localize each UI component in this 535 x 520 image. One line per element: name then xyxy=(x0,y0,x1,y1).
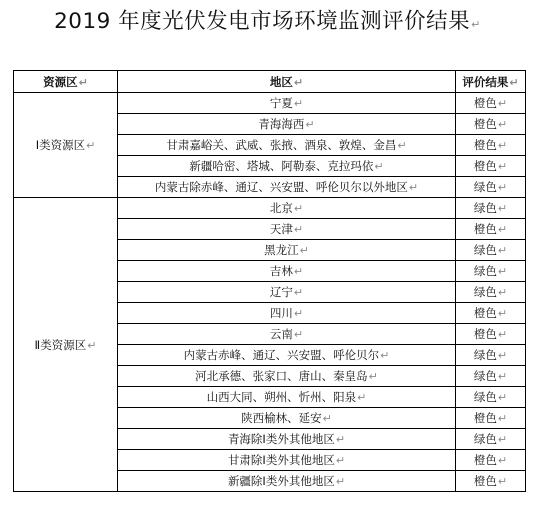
return-mark: ↵ xyxy=(497,370,508,383)
return-mark: ↵ xyxy=(497,349,508,362)
return-mark: ↵ xyxy=(368,370,378,383)
return-mark: ↵ xyxy=(497,454,508,467)
return-mark: ↵ xyxy=(497,118,508,131)
return-mark: ↵ xyxy=(497,223,508,236)
result-value: 绿色 xyxy=(473,285,497,299)
region-cell xyxy=(118,345,456,366)
return-mark: ↵ xyxy=(497,391,508,404)
region-name: 青海除Ⅰ类外其他地区 xyxy=(227,432,335,446)
return-mark: ↵ xyxy=(293,307,304,320)
result-cell xyxy=(456,282,526,303)
header-zone-label: 资源区 xyxy=(43,74,78,89)
result-value: 橙色 xyxy=(473,474,497,488)
region-name: 甘肃除Ⅰ类外其他地区 xyxy=(227,453,335,467)
region-cell xyxy=(118,450,456,471)
return-mark: ↵ xyxy=(293,75,304,89)
return-mark: ↵ xyxy=(497,307,508,320)
result-cell xyxy=(456,345,526,366)
zone-label: Ⅱ类资源区 xyxy=(34,337,87,352)
return-mark: ↵ xyxy=(305,118,315,131)
return-mark: ↵ xyxy=(497,160,508,173)
result-cell xyxy=(456,324,526,345)
result-value: 橙色 xyxy=(473,138,497,152)
region-name: 新疆哈密、塔城、阿勒泰、克拉玛依 xyxy=(189,159,374,173)
region-cell xyxy=(118,177,456,198)
region-cell xyxy=(118,156,456,177)
return-mark: ↵ xyxy=(497,139,508,152)
return-mark: ↵ xyxy=(497,181,508,194)
region-name: 黑龙江 xyxy=(264,243,299,257)
result-cell xyxy=(456,198,526,219)
return-mark: ↵ xyxy=(293,223,304,236)
region-cell xyxy=(118,219,456,240)
result-cell xyxy=(456,471,526,492)
region-name: 云南 xyxy=(269,327,293,341)
return-mark: ↵ xyxy=(497,412,508,425)
table-row xyxy=(14,93,526,114)
result-value: 绿色 xyxy=(473,201,497,215)
result-cell xyxy=(456,219,526,240)
return-mark: ↵ xyxy=(497,244,508,257)
result-value: 绿色 xyxy=(473,390,497,404)
region-name: 内蒙古赤峰、通辽、兴安盟、呼伦贝尔 xyxy=(183,348,380,362)
result-cell xyxy=(456,408,526,429)
result-value: 橙色 xyxy=(473,222,497,236)
result-cell xyxy=(456,135,526,156)
return-mark: ↵ xyxy=(293,265,304,278)
return-mark: ↵ xyxy=(357,391,367,404)
result-cell xyxy=(456,177,526,198)
zone-cell xyxy=(14,198,118,492)
result-value: 绿色 xyxy=(473,264,497,278)
return-mark: ↵ xyxy=(497,286,508,299)
page-title xyxy=(0,4,535,35)
region-cell xyxy=(118,135,456,156)
result-cell xyxy=(456,366,526,387)
region-cell xyxy=(118,198,456,219)
return-mark: ↵ xyxy=(299,244,309,257)
header-zone xyxy=(14,71,118,93)
region-name: 内蒙古除赤峰、通辽、兴安盟、呼伦贝尔以外地区 xyxy=(154,180,408,194)
result-value: 橙色 xyxy=(473,117,497,131)
return-mark: ↵ xyxy=(293,97,304,110)
region-cell xyxy=(118,429,456,450)
result-value: 橙色 xyxy=(473,159,497,173)
header-region xyxy=(118,71,456,93)
region-cell xyxy=(118,366,456,387)
return-mark: ↵ xyxy=(335,475,346,488)
header-result xyxy=(456,71,526,93)
return-mark: ↵ xyxy=(293,286,304,299)
result-value: 绿色 xyxy=(473,348,497,362)
result-value: 绿色 xyxy=(473,369,497,383)
region-name: 宁夏 xyxy=(269,96,293,110)
zone-label: Ⅰ类资源区 xyxy=(35,138,86,152)
region-name: 吉林 xyxy=(269,264,293,278)
result-value: 橙色 xyxy=(473,306,497,320)
region-name: 辽宁 xyxy=(269,285,293,299)
return-mark: ↵ xyxy=(335,433,346,446)
zone-cell xyxy=(14,93,118,198)
region-name: 青海海西 xyxy=(258,117,305,131)
region-cell xyxy=(118,471,456,492)
region-name: 河北承德、张家口、唐山、秦皇岛 xyxy=(195,369,368,383)
result-value: 绿色 xyxy=(473,243,497,257)
return-mark: ↵ xyxy=(497,475,508,488)
return-mark: ↵ xyxy=(374,160,384,173)
result-cell xyxy=(456,114,526,135)
return-mark: ↵ xyxy=(293,328,304,341)
region-name: 新疆除Ⅰ类外其他地区 xyxy=(227,474,335,488)
return-mark: ↵ xyxy=(509,75,519,89)
region-cell xyxy=(118,408,456,429)
result-value: 绿色 xyxy=(473,432,497,446)
region-cell xyxy=(118,303,456,324)
region-cell xyxy=(118,240,456,261)
return-mark: ↵ xyxy=(497,328,508,341)
region-name: 北京 xyxy=(269,201,293,215)
region-name: 甘肃嘉峪关、武威、张掖、酒泉、敦煌、金昌 xyxy=(166,138,397,152)
table-header-row xyxy=(14,71,526,93)
return-mark: ↵ xyxy=(380,349,390,362)
return-mark: ↵ xyxy=(335,454,346,467)
result-cell xyxy=(456,261,526,282)
header-region-label: 地区 xyxy=(269,74,293,89)
result-value: 橙色 xyxy=(473,411,497,425)
results-table-body xyxy=(14,71,526,492)
result-cell xyxy=(456,450,526,471)
return-mark: ↵ xyxy=(408,181,419,194)
return-mark: ↵ xyxy=(497,265,508,278)
return-mark: ↵ xyxy=(322,412,332,425)
return-mark: ↵ xyxy=(78,75,88,89)
result-cell xyxy=(456,93,526,114)
result-value: 橙色 xyxy=(473,96,497,110)
result-cell xyxy=(456,156,526,177)
region-name: 天津 xyxy=(269,222,293,236)
region-cell xyxy=(118,324,456,345)
return-mark: ↵ xyxy=(86,139,96,152)
result-value: 橙色 xyxy=(473,327,497,341)
return-mark: ↵ xyxy=(497,97,508,110)
region-name: 四川 xyxy=(269,306,293,320)
region-cell xyxy=(118,114,456,135)
region-name: 陕西榆林、延安 xyxy=(241,411,322,425)
header-result-label: 评价结果 xyxy=(462,74,509,89)
result-cell xyxy=(456,303,526,324)
region-cell xyxy=(118,282,456,303)
region-cell xyxy=(118,387,456,408)
return-mark: ↵ xyxy=(497,202,508,215)
result-value: 橙色 xyxy=(473,453,497,467)
results-table xyxy=(13,70,526,492)
return-mark: ↵ xyxy=(497,433,508,446)
region-name: 山西大同、朔州、忻州、阳泉 xyxy=(206,390,357,404)
return-mark: ↵ xyxy=(397,139,407,152)
table-row xyxy=(14,198,526,219)
result-value: 绿色 xyxy=(473,180,497,194)
result-cell xyxy=(456,429,526,450)
region-cell xyxy=(118,93,456,114)
return-mark: ↵ xyxy=(471,18,481,31)
return-mark: ↵ xyxy=(87,338,97,352)
result-cell xyxy=(456,387,526,408)
title-text: 2019 年度光伏发电市场环境监测评价结果 xyxy=(54,9,471,34)
return-mark: ↵ xyxy=(293,202,304,215)
result-cell xyxy=(456,240,526,261)
region-cell xyxy=(118,261,456,282)
